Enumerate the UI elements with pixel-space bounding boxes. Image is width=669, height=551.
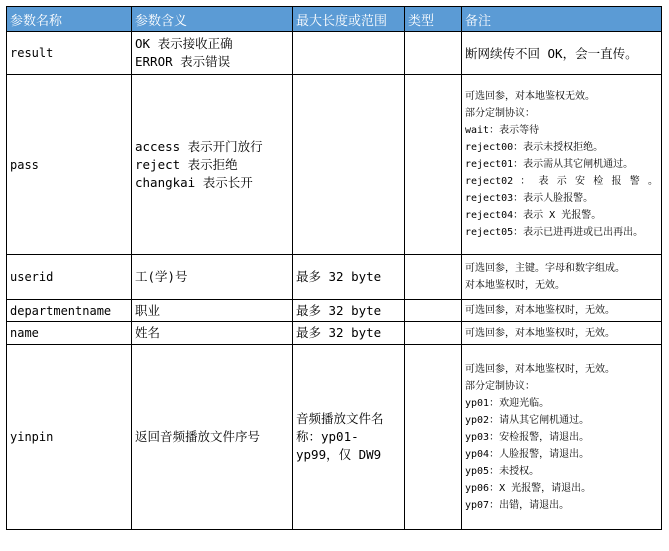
param-remark-cell (462, 255, 662, 300)
param-type-cell (405, 255, 462, 300)
param-name-cell: departmentname (7, 300, 132, 322)
meaning-line: access 表示开门放行 (135, 138, 263, 154)
table-row (7, 75, 662, 255)
remark-line: yp07：出错，请退出。 (465, 499, 570, 511)
remark-line: yp01：欢迎光临。 (465, 397, 550, 409)
remark-line: reject01：表示需从其它闸机通过。 (465, 159, 634, 170)
meaning-line: 工(学)号 (135, 269, 188, 284)
meaning-line: 返回音频播放文件序号 (135, 429, 261, 444)
param-type-cell (405, 32, 462, 75)
remark-line: 可选回参，主键。字母和数字组成。 (465, 263, 625, 274)
meaning-line: 职业 (135, 302, 161, 318)
param-remark-cell (462, 75, 662, 255)
remark-line: reject03：表示人脸报警。 (465, 193, 594, 204)
table-header-row (7, 7, 662, 32)
remark-line: reject04：表示 X 光报警。 (465, 210, 602, 221)
header-remark: 备注 (462, 7, 662, 32)
remark-line: 可选回参，对本地鉴权无效。 (465, 91, 595, 102)
param-remark-cell (462, 300, 662, 322)
remark-line: yp02：请从其它闸机通过。 (465, 414, 590, 426)
param-name-cell: result (7, 32, 132, 75)
meaning-line: 姓名 (135, 325, 161, 340)
param-meaning-cell (132, 75, 293, 255)
remark-line: reject00：表示未授权拒绝。 (465, 142, 604, 153)
remark-line: yp06：X 光报警，请退出。 (465, 482, 592, 494)
meaning-line: ERROR 表示错误 (135, 54, 231, 69)
remark-line: reject02 ： 表 示 安 检 报 警 。 (465, 176, 658, 187)
param-range-cell (293, 75, 405, 255)
header-max-length: 最大长度或范围 (293, 7, 405, 32)
table-row (7, 32, 662, 75)
header-param-meaning: 参数含义 (132, 7, 293, 32)
remark-line: 可选回参，对本地鉴权时，无效。 (465, 363, 615, 375)
meaning-line: reject 表示拒绝 (135, 156, 238, 172)
remark-line: yp03：安检报警，请退出。 (465, 431, 590, 443)
param-range-cell: 最多 32 byte (293, 322, 405, 345)
param-name-cell: userid (7, 255, 132, 300)
parameter-table (6, 6, 662, 530)
param-type-cell (405, 300, 462, 322)
header-type: 类型 (405, 7, 462, 32)
remark-line: yp05：未授权。 (465, 465, 540, 477)
param-name-cell: yinpin (7, 345, 132, 530)
remark-line: yp04：人脸报警，请退出。 (465, 448, 590, 460)
param-meaning-cell (132, 322, 293, 345)
remark-line: 对本地鉴权时，无效。 (465, 280, 565, 291)
param-meaning-cell (132, 255, 293, 300)
param-remark-cell (462, 322, 662, 345)
param-remark-cell (462, 345, 662, 530)
param-range-cell (293, 32, 405, 75)
remark-line: wait：表示等待 (465, 125, 540, 136)
param-range-cell: 音频播放文件名称：yp01-yp99，仅 DW9 (293, 345, 405, 530)
table-row (7, 322, 662, 345)
param-name-cell: name (7, 322, 132, 345)
table-row (7, 300, 662, 322)
remark-line: 可选回参，对本地鉴权时，无效。 (465, 327, 615, 339)
param-range-cell: 最多 32 byte (293, 300, 405, 322)
remark-line: 部分定制协议： (465, 380, 535, 392)
param-type-cell (405, 322, 462, 345)
remark-line: 断网续传不回 OK，会一直传。 (465, 45, 638, 61)
table-row (7, 345, 662, 530)
header-param-name: 参数名称 (7, 7, 132, 32)
param-remark-cell (462, 32, 662, 75)
param-meaning-cell (132, 300, 293, 322)
remark-line: reject05：表示已进再进或已出再出。 (465, 227, 644, 238)
meaning-line: changkai 表示长开 (135, 174, 253, 190)
meaning-line: OK 表示接收正确 (135, 36, 233, 51)
param-type-cell (405, 75, 462, 255)
table-row (7, 255, 662, 300)
param-name-cell: pass (7, 75, 132, 255)
param-type-cell (405, 345, 462, 530)
param-meaning-cell (132, 345, 293, 530)
remark-line: 部分定制协议： (465, 108, 535, 119)
remark-line: 可选回参，对本地鉴权时，无效。 (465, 305, 615, 316)
param-range-cell: 最多 32 byte (293, 255, 405, 300)
param-meaning-cell (132, 32, 293, 75)
